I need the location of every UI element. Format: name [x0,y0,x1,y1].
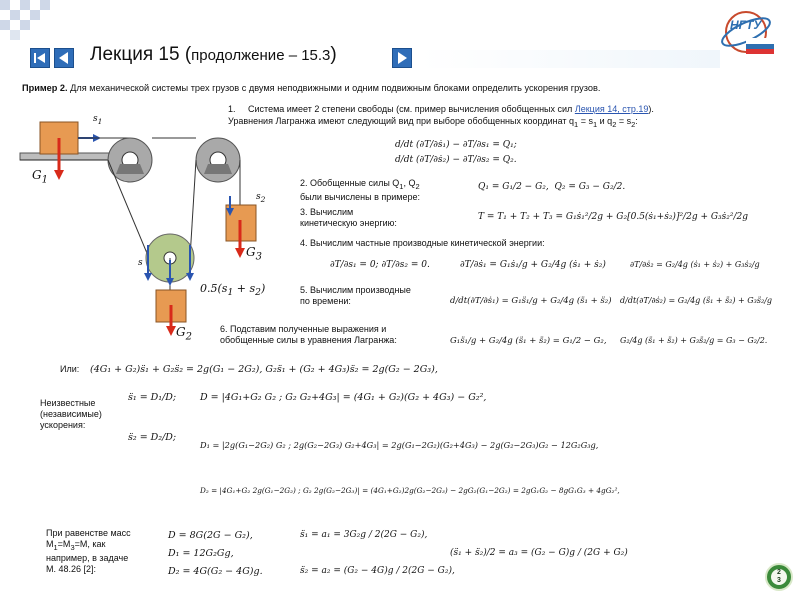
acceleration-a3: (s̈₁ + s̈₂)/2 = a₃ = (G₂ − G)g / (2G + G₂) [450,548,628,558]
problem-statement: Пример 2. Для механической системы трех грузов с двумя неподвижными и одним подвижным блоками определить ускорения грузов. [22,83,601,93]
step3-text: 3. Вычислим кинетическую энергию: [300,207,397,228]
nav-first-button[interactable] [30,48,50,68]
step1-coords: Уравнения Лагранжа имеют следующий вид при выборе обобщенных координат $q_1 = s_1$ и $q_2 = s_2$: [228,116,638,129]
ratio-s1: s̈₁ = D₁/D; [128,392,177,403]
page-number-badge: 2 3 [765,563,793,591]
generalized-forces: Q₁ = G₁/2 − G₂, Q₂ = G₃ − G₂/2. [478,182,626,192]
nav-next-button[interactable] [392,48,412,68]
partial-derivative-2: ∂T/∂ṡ₂ = G₂/4g (ṡ₁ + ṡ₂) + G₃ṡ₂/g [630,260,760,269]
lagrange-equations-2: d/dt (∂T/∂ṡ₂) − ∂T/∂s₂ = Q₂. [395,155,517,165]
unknowns-label: Неизвестные (независимые) ускорения: [40,398,102,430]
partial-derivative-1: ∂T/∂ṡ₁ = G₁ṡ₁/g + G₂/4g (ṡ₁ + ṡ₂) [460,260,606,270]
or-label: Или: [60,364,80,374]
university-logo: НГТУ [716,8,776,56]
arrow-right-icon [393,49,411,67]
step6-text: 6. Подставим полученные выражения и обобщенные силы в уравнения Лагранжа: [220,324,397,345]
determinant-d: D = |4G₁+G₂ G₂ ; G₂ G₂+4G₃| = (4G₁ + G₂)(G₂ + 4G₃) − G₂², [200,392,487,403]
title-bar-decoration [420,50,720,68]
acceleration-a2: s̈₂ = a₂ = (G₂ − 4G)g / 2(2G − G₂), [300,566,455,576]
partial-derivatives-position: ∂T/∂s₁ = 0; ∂T/∂s₂ = 0. [330,260,430,270]
skip-back-icon [31,49,49,67]
nav-prev-button[interactable] [54,48,74,68]
equal-mass-d1: D₁ = 12G₂Gg, [168,548,234,559]
determinant-d1: D₁ = |2g(G₁−2G₂) G₂ ; 2g(G₂−2G₃) G₂+4G₃| = 2g(G₁−2G₂)(G₂+4G₃) − 2g(G₂−2G₃)G₂ − 12G₂G₃g, [200,440,599,450]
ratio-s2: s̈₂ = D₂/D; [128,432,177,443]
lagrange-equations-1: d/dt (∂T/∂ṡ₁) − ∂T/∂s₁ = Q₁; [395,140,517,150]
linear-system: (4G₁ + G₂)s̈₁ + G₂s̈₂ = 2g(G₁ − 2G₂), G₂s̈₁ + (G₂ + 4G₃)s̈₂ = 2g(G₂ − 2G₃), [90,364,438,375]
label-g3: $G_3$ [246,245,262,263]
substituted-equation-1: G₁s̈₁/g + G₂/4g (s̈₁ + s̈₂) = G₁/2 − G₂, [450,336,607,346]
step2-text: 2. Обобщенные силы $Q_1$, $Q_2$ были вычислены в примере: [300,178,420,202]
step4-text: 4. Вычислим частные производные кинетической энергии: [300,238,545,248]
step1-text: 1. Система имеет 2 степени свободы (см. пример вычисления обобщенных сил Лекция 14, стр.19). [228,104,654,114]
lecture-link[interactable]: Лекция 14, стр.19 [574,104,649,114]
label-half-s: $0.5(s_1 + s_2)$ [200,282,266,299]
label-s1: $s_1$ [93,114,103,126]
arrow-left-icon [55,49,73,67]
label-g1: $G_1$ [32,168,48,186]
step5-text: 5. Вычислим производные по времени: [300,285,411,306]
label-s: s [138,258,143,268]
kinetic-energy-formula: T = T₁ + T₂ + T₃ = G₁ṡ₁²/2g + G₂[0.5(ṡ₁+ṡ₂)]²/2g + G₃ṡ₂²/2g [478,212,748,222]
mechanism-diagram [18,110,268,343]
time-derivative-1: d/dt(∂T/∂ṡ₁) = G₁s̈₁/g + G₂/4g (s̈₁ + s̈₂) [450,296,612,306]
determinant-d2: D₂ = |4G₁+G₂ 2g(G₁−2G₂) ; G₂ 2g(G₂−2G₃)| = (4G₁+G₂)2g(G₂−2G₃) − 2gG₂(G₁−2G₂) = 2gG₁G₂ − 8gG₁G₃ + 4gG₂², [200,486,620,495]
equal-mass-d2: D₂ = 4G(G₂ − 4G)g. [168,566,263,577]
substituted-equation-2: G₂/4g (s̈₁ + s̈₂) + G₃s̈₂/g = G₃ − G₂/2. [620,336,768,345]
time-derivative-2: d/dt(∂T/∂ṡ₂) = G₂/4g (s̈₁ + s̈₂) + G₃s̈₂/g [620,296,773,305]
equal-mass-note: При равенстве масс $M_1=M_3=M$, как например, в задаче М. 48.26 [2]: [46,528,131,574]
acceleration-a1: s̈₁ = a₁ = 3G₂g / 2(2G − G₂), [300,530,428,540]
page-title: Лекция 15 (продолжение – 15.3) [90,44,337,65]
label-g2: $G_2$ [176,325,192,343]
label-s2: $s_2$ [256,192,266,204]
equal-mass-d: D = 8G(2G − G₂), [168,530,253,541]
